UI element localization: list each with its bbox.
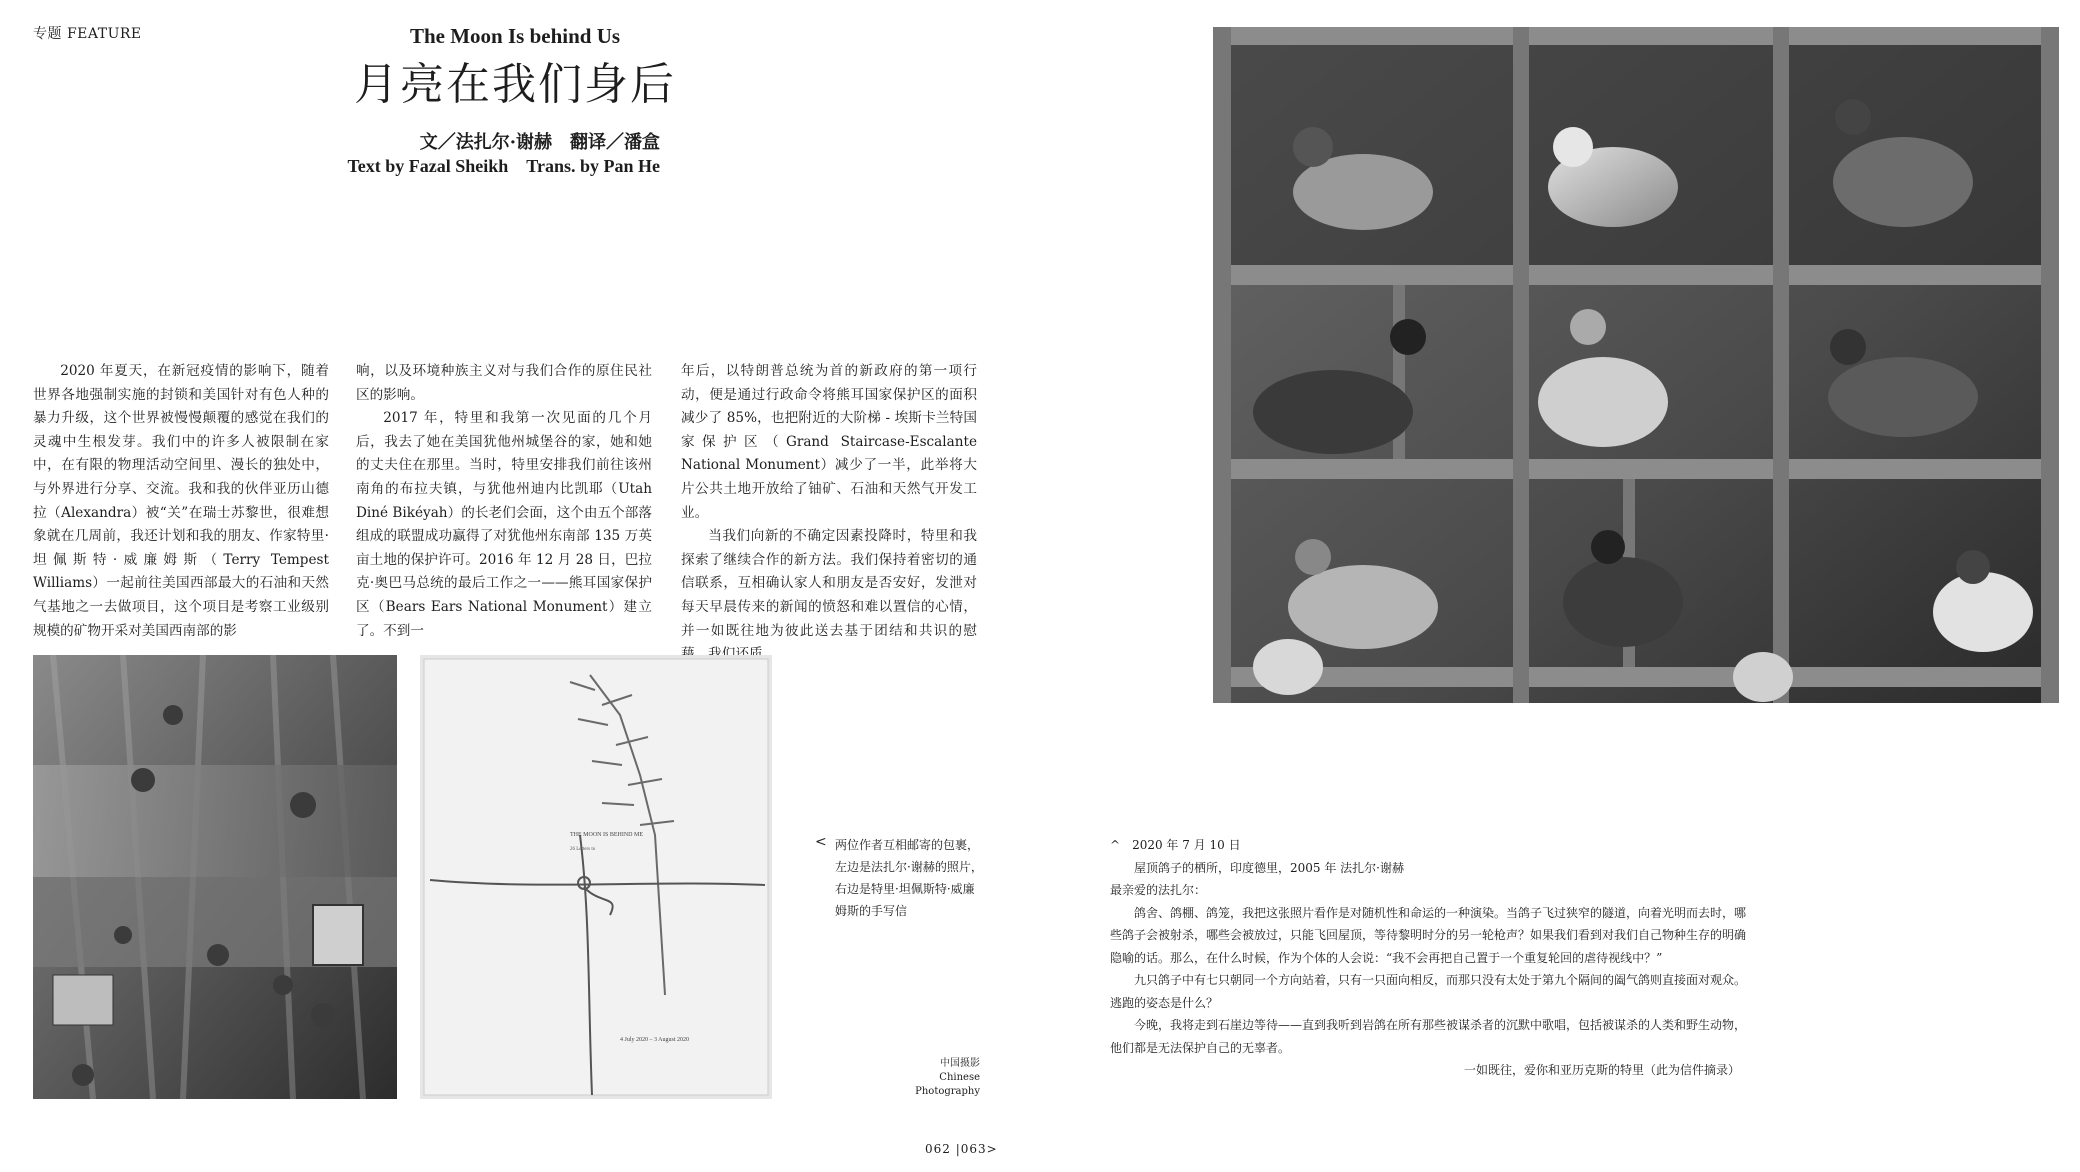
body-column-2	[356, 360, 652, 643]
title-chinese: 月亮在我们身后	[354, 59, 676, 110]
section-label: 专题 FEATURE	[33, 26, 142, 42]
caption-arrow-left: <	[815, 834, 827, 850]
photo-letter-package	[420, 655, 772, 1099]
book-cover-dates: 4 July 2020 – 3 August 2020	[620, 1037, 690, 1043]
letter-photo-caption: 屋顶鸽子的栖所，印度德里，2005 年 法扎尔·谢赫	[1134, 860, 1404, 875]
letter-salutation: 最亲爱的法扎尔：	[1110, 883, 1207, 897]
title-english: The Moon Is behind Us	[409, 24, 621, 48]
byline-chinese: 文／法扎尔·谢赫 翻译／潘盒	[419, 132, 660, 153]
body-column-1	[33, 360, 329, 643]
letter-block	[1110, 834, 1750, 1082]
photo-caption-left: 两位作者互相邮寄的包裹，左边是法扎尔·谢赫的照片，右边是特里·坦佩斯特·威廉姆斯的手写信	[835, 838, 983, 918]
book-cover-subtitle: 26 Letters to	[570, 847, 596, 852]
photo-pigeon-roost	[1213, 27, 2059, 703]
letter-arrow: ^	[1110, 838, 1121, 852]
magazine-name-zh: 中国摄影	[940, 1058, 980, 1069]
body-column-3	[681, 360, 977, 667]
magazine-name	[900, 1057, 980, 1099]
photo-curtain-envelopes	[33, 655, 397, 1099]
body-paragraph: 2017 年，特里和我第一次见面的几个月后，我去了她在美国犹他州城堡谷的家，她和她的丈夫住在那里。当时，特里安排我们前往该州南角的布拉夫镇，与犹他州迪内比凯耶（Utah Diné Bikéyah）的长老们会面，这个由五个部落组成的联盟成功赢得了对犹他州东南部 135 万英亩土地的保护许可。2016 年 12 月 28 日，巴拉克·奥巴马总统的最后工作之一——熊耳国家保护区（Bears Ears National Monument）建立了。不到一	[356, 410, 652, 639]
photo-pigeon-roost-image	[1213, 27, 2059, 703]
magazine-name-en-1: Chinese	[939, 1072, 980, 1083]
letter-signoff: 一如既往，爱你和亚历克斯的特里（此为信件摘录）	[1463, 1063, 1740, 1077]
letter-paragraph: 今晚，我将走到石崖边等待——直到我听到岩鸽在所有那些被谋杀者的沉默中歌唱，包括被谋杀的人类和野生动物，他们都是无法保护自己的无辜者。	[1110, 1018, 1747, 1055]
letter-paragraph: 鸽舍、鸽棚、鸽笼，我把这张照片看作是对随机性和命运的一种演染。当鸽子飞过狭窄的隧道，向着光明而去时，哪些鸽子会被射杀，哪些会被放过，只能飞回屋顶，等待黎明时分的另一轮枪声？如果我们看到对我们自己物种生存的明确隐喻的话。那么，在什么时候，作为个体的人会说：“我不会再把自己置于一个重复轮回的虐待视线中？”	[1110, 905, 1747, 965]
page-numbers: 062 |063>	[925, 1142, 998, 1156]
letter-date: 2020 年 7 月 10 日	[1132, 838, 1241, 852]
book-cover-title: THE MOON IS BEHIND ME	[570, 832, 643, 838]
body-paragraph: 年后，以特朗普总统为首的新政府的第一项行动，便是通过行政命令将熊耳国家保护区的面积减少了 85%，也把附近的大阶梯 - 埃斯卡兰特国家保护区（Grand Staircase-Escalante National Monument）减少了一半，此举将大片公共土地开放给了铀矿、石油和天然气开发工业。	[681, 363, 977, 521]
photo-curtain-image	[33, 655, 397, 1099]
letter-paragraph: 九只鸽子中有七只朝同一个方向站着，只有一只面向相反，而那只没有太处于第九个隔间的阖气鸽则直接面对观众。逃跑的姿态是什么？	[1110, 973, 1747, 1010]
body-paragraph: 当我们向新的不确定因素投降时，特里和我探索了继续合作的新方法。我们保持着密切的通信联系，互相确认家人和朋友是否安好，发泄对每天早晨传来的新闻的愤怒和难以置信的心情，并一如既往地为彼此送去基于团结和共识的慰	[681, 528, 977, 639]
magazine-name-en-2: Photography	[915, 1086, 980, 1097]
byline-english: Text by Fazal Sheikh Trans. by Pan He	[347, 156, 660, 176]
body-paragraph: 2020 年夏天，在新冠疫情的影响下，随着世界各地强制实施的封锁和美国针对有色人种的暴力升级，这个世界被慢慢颠覆的感觉在我们的灵魂中生根发芽。我们中的许多人被限制在家中，在有限的物理活动空间里、漫长的独处中，与外界进行分享、交流。我和我的伙伴亚历山德拉（Alexandra）被“关”在瑞士苏黎世，很难想象就在几周前，我还计划和我的朋友、作家特里·坦佩斯特·威廉姆斯（Terry Tempest Williams）一起前往美国西部最大的石油和天然气基地之一去做项目，这个项目是考察工业级别规模的矿物开采对美国西南部的影	[33, 363, 329, 639]
body-paragraph: 响，以及环境种族主义对与我们合作的原住民社区的影响。	[356, 363, 652, 403]
photo-letter-package-image	[420, 655, 772, 1099]
